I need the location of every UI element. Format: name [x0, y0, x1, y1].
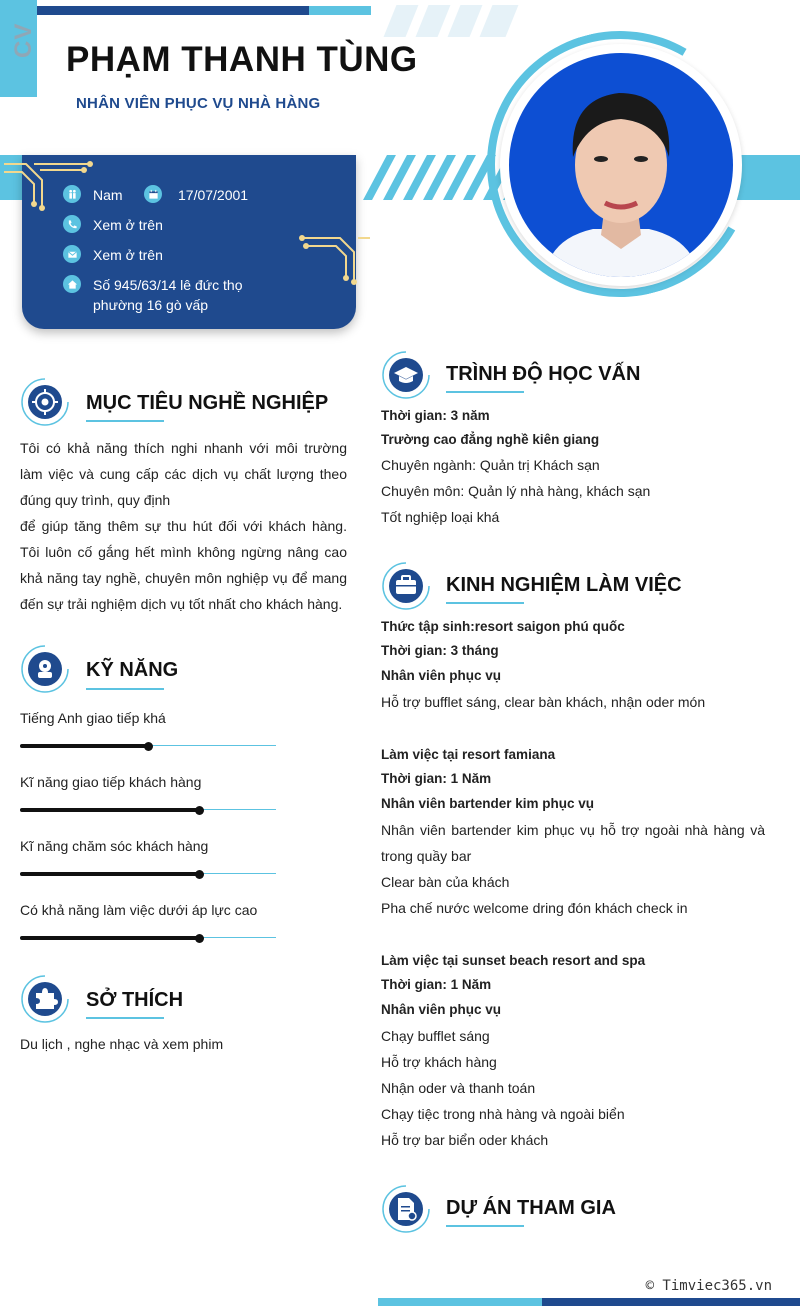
education-school: Trường cao đẳng nghề kiên giang [381, 432, 600, 447]
footer-line-light [378, 1298, 542, 1306]
job-detail: Nhận oder và thanh toán [381, 1080, 536, 1096]
projects-underline [446, 1225, 524, 1227]
address-line-2: phường 16 gò vấp [93, 297, 209, 313]
briefcase-icon [381, 561, 431, 611]
job-company: Làm việc tại sunset beach resort and spa [381, 953, 646, 968]
experience-title: KINH NGHIỆM LÀM VIỆC [446, 574, 682, 596]
cv-tag: CV [10, 22, 37, 58]
phone-text: Xem ở trên [93, 217, 163, 233]
job-detail: Hỗ trợ bar biển oder khách [381, 1132, 549, 1148]
birthday-text: 17/07/2001 [178, 187, 249, 203]
candidate-name: PHẠM THANH TÙNG [66, 40, 418, 79]
job-detail: Nhân viên bartender kim phục vụ hỗ trợ ngoài nhà hàng và trong quầy bar [381, 822, 765, 864]
skill-label: Tiếng Anh giao tiếp khá [20, 710, 166, 726]
skill-bar-knob [195, 870, 204, 879]
job-detail: Hỗ trợ khách hàng [381, 1054, 497, 1070]
job-position: Nhân viên bartender kim phục vụ [381, 796, 595, 811]
calendar-icon [144, 185, 162, 203]
email-row [63, 245, 163, 265]
experience-underline [446, 602, 524, 604]
skill-label: Có khả năng làm việc dưới áp lực cao [20, 902, 258, 918]
job-duration: Thời gian: 1 Năm [381, 977, 492, 992]
skill-bar-fill [20, 936, 199, 940]
education-grade: Tốt nghiệp loại khá [381, 509, 500, 525]
education-duration: Thời gian: 3 năm [381, 408, 490, 423]
skill-bar-knob [195, 934, 204, 943]
job-detail: Pha chế nước welcome dring đón khách check in [381, 900, 688, 916]
job-detail: Chạy bufflet sáng [381, 1028, 490, 1044]
projects-title: DỰ ÁN THAM GIA [446, 1197, 616, 1219]
education-specialty: Chuyên môn: Quản lý nhà hàng, khách sạn [381, 483, 651, 499]
candidate-job-title: NHÂN VIÊN PHỤC VỤ NHÀ HÀNG [76, 95, 321, 112]
phone-icon [63, 215, 81, 233]
objective-text [20, 435, 347, 617]
email-text: Xem ở trên [93, 247, 163, 263]
email-icon [63, 245, 81, 263]
target-icon [20, 377, 70, 427]
job-detail: Clear bàn của khách [381, 874, 510, 890]
education-title: TRÌNH ĐỘ HỌC VẤN [446, 363, 641, 385]
header-slashes [382, 5, 517, 37]
home-icon [63, 275, 81, 293]
job-position: Nhân viên phục vụ [381, 668, 502, 683]
hobbies-text: Du lịch , nghe nhạc và xem phim [20, 1036, 224, 1052]
education-major: Chuyên ngành: Quản trị Khách sạn [381, 457, 600, 473]
job-company: Làm việc tại resort famiana [381, 747, 556, 762]
job-duration: Thời gian: 3 tháng [381, 643, 499, 658]
profile-photo [509, 53, 733, 277]
skill-bar-knob [195, 806, 204, 815]
skill-label: Kĩ năng chăm sóc khách hàng [20, 838, 209, 854]
address-row [63, 275, 242, 315]
skill-bar-fill [20, 808, 199, 812]
birthday-row [144, 185, 248, 205]
address-line-1: Số 945/63/14 lê đức thọ [93, 277, 243, 293]
skill-bar-knob [144, 742, 153, 751]
skills-icon [20, 644, 70, 694]
skill-bar-fill [20, 744, 148, 748]
address-text [93, 275, 242, 315]
skills-underline [86, 688, 164, 690]
objective-text-content: Tôi có khả năng thích nghi nhanh với môi trường làm việc và cung cấp các dịch vụ chất lượng theo đúng quy trình, quy định để giúp tăng thêm sự thu hút đối với khách hàng. Tôi luôn cố gắng hết mình không ngừng nâng cao khả năng tay nghề, chuyên môn nghiệp vụ để mang đến sự trải nghiệm dịch vụ tốt nhất cho khách hàng. [20, 440, 347, 612]
circuit-decoration-left [4, 156, 96, 214]
job-duration: Thời gian: 1 Năm [381, 771, 492, 786]
skill-label: Kĩ năng giao tiếp khách hàng [20, 774, 202, 790]
skill-bar-fill [20, 872, 199, 876]
header-line-dark [37, 6, 309, 15]
circuit-decoration-right [298, 232, 370, 288]
header-line-light [309, 6, 371, 15]
watermark: © Timviec365.vn [645, 1278, 772, 1294]
job-company: Thức tập sinh:resort saigon phú quốc [381, 619, 625, 634]
job-position: Nhân viên phục vụ [381, 1002, 502, 1017]
graduation-cap-icon [381, 350, 431, 400]
hobbies-underline [86, 1017, 164, 1019]
objective-underline [86, 420, 164, 422]
job-detail: Hỗ trợ bufflet sáng, clear bàn khách, nhận oder món [381, 694, 706, 710]
cv-tab [0, 0, 37, 97]
objective-title: MỤC TIÊU NGHỀ NGHIỆP [86, 392, 329, 414]
skills-title: KỸ NĂNG [86, 659, 179, 681]
phone-row [63, 215, 163, 235]
job-detail: Chạy tiệc trong nhà hàng và ngoài biển [381, 1106, 625, 1122]
gender-text: Nam [93, 187, 123, 203]
puzzle-icon [20, 974, 70, 1024]
education-underline [446, 391, 524, 393]
hobbies-title: SỞ THÍCH [86, 989, 184, 1011]
footer-line-dark [542, 1298, 800, 1306]
document-icon [381, 1184, 431, 1234]
